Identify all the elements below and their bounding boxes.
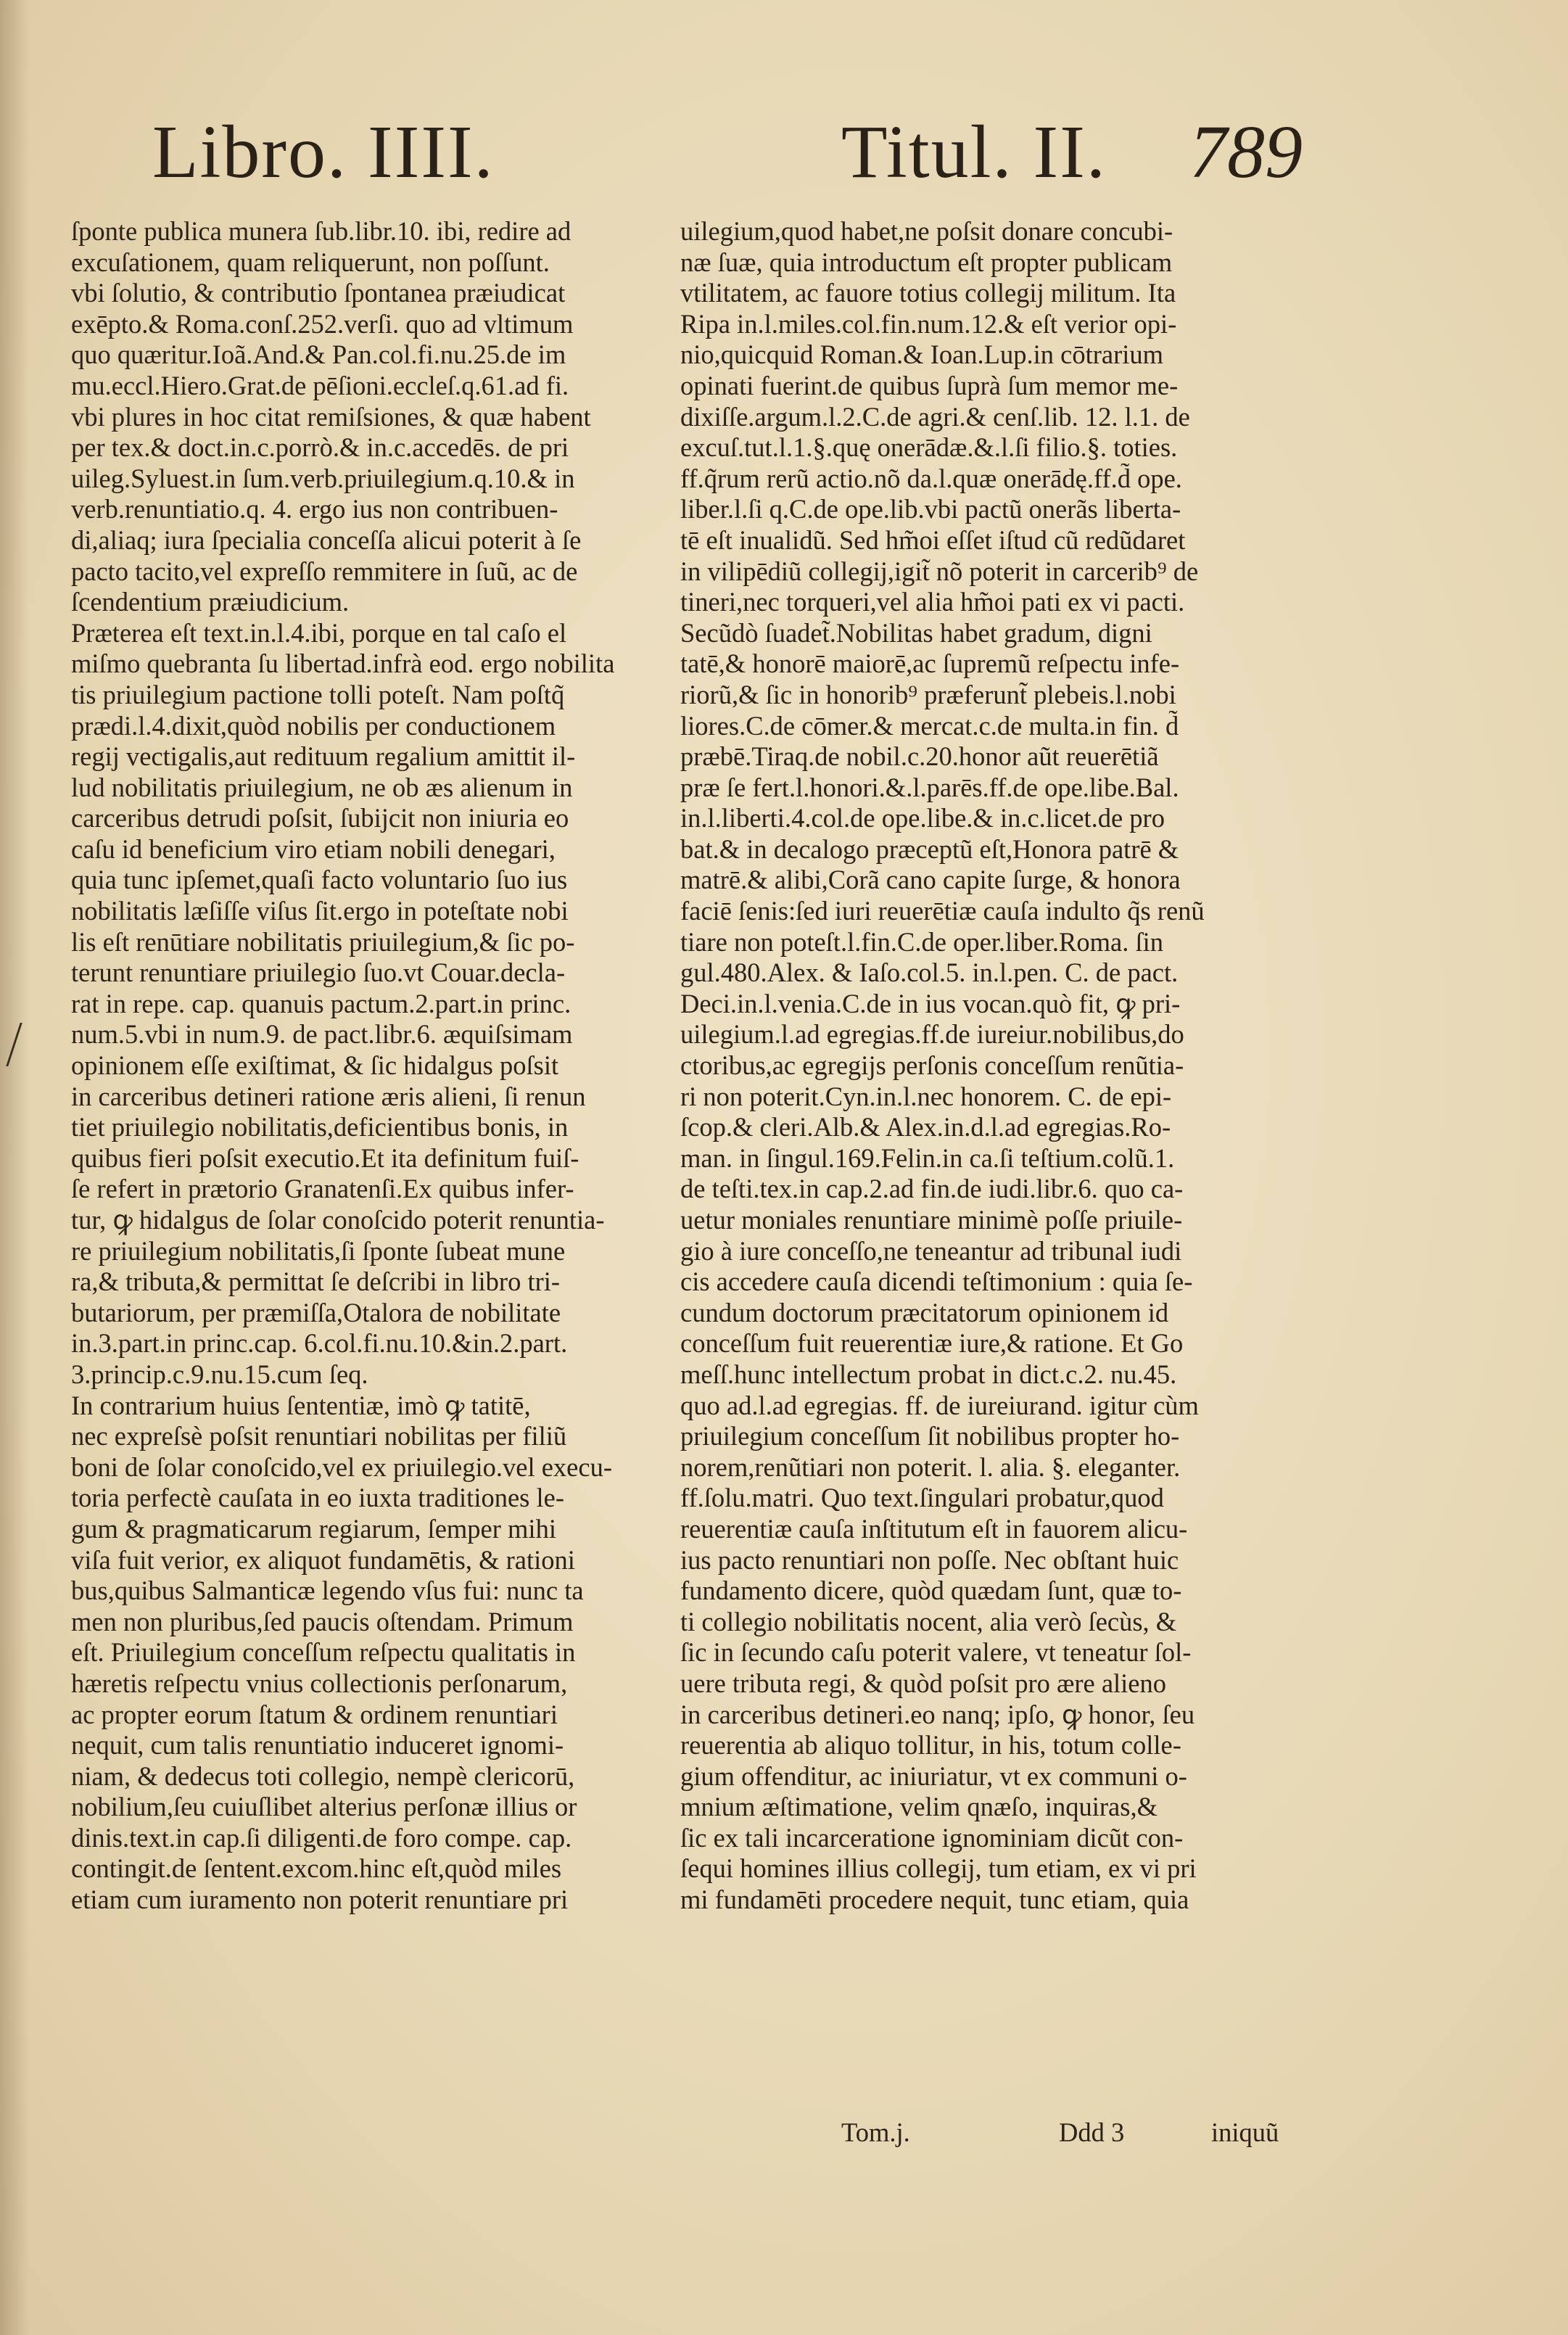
text-line: norem,renũtiari non poterit. l. alia. §. eleganter.	[680, 1451, 1181, 1482]
text-line: mnium æſtimatione, velim qnæſo, inquiras,&	[680, 1792, 1158, 1822]
running-head	[152, 109, 1292, 203]
text-line: num.5.vbi in num.9. de pact.libr.6. æquiſsimam	[71, 1019, 573, 1050]
text-line: uetur moniales renuntiare minimè poſſe priuile-	[680, 1205, 1183, 1235]
text-line: uileg.Syluest.in ſum.verb.priuilegium.q.10.& in	[71, 463, 575, 493]
text-line: gio à iure conceſſo,ne teneantur ad tribunal iudi	[680, 1235, 1182, 1266]
text-line: reuerentiæ cauſa inſtitutum eſt in fauorem alicu-	[680, 1513, 1188, 1544]
text-line: dinis.text.in cap.ſi diligenti.de foro compe. cap.	[71, 1822, 572, 1853]
text-line: hæretis reſpectu vnius collectionis perſonarum,	[71, 1668, 568, 1698]
text-line: quia tunc ipſemet,quaſi facto voluntario ſuo ius	[71, 865, 568, 895]
text-line: in vilipēdiũ collegij,igit̃ nõ poterit in carcerib⁹ de	[680, 556, 1199, 586]
text-line: verb.renuntiatio.q. 4. ergo ius non contribuen-	[71, 494, 558, 524]
text-line: vbi plures in hoc citat remiſsiones, & quæ habent	[71, 401, 591, 432]
text-line: vbi ſolutio, & contributio ſpontanea præiudicat	[71, 278, 566, 308]
text-line: cundum doctorum præcitatorum opinionem id	[680, 1297, 1169, 1327]
text-line: pacto tacito,vel expreſſo remmitere in ſuũ, ac de	[71, 556, 578, 586]
gutter-shadow	[0, 0, 29, 2335]
text-line: nobilitatis læſiſſe viſus ſit.ergo in poteſtate nobi	[71, 896, 569, 926]
text-line: terunt renuntiare priuilegio ſuo.vt Couar.decla-	[71, 958, 566, 988]
signature-mark: Ddd 3	[1059, 2117, 1125, 2147]
text-line: ctoribus,ac egregijs perſonis conceſſum renũtia-	[680, 1050, 1184, 1081]
text-line: carceribus detrudi poſsit, ſubijcit non iniuria eo	[71, 803, 569, 833]
text-line: re priuilegium nobilitatis,ſi ſponte ſubeat mune	[71, 1235, 566, 1266]
running-head-book: Libro. IIII.	[152, 110, 495, 194]
text-line: contingit.de ſentent.excom.hinc eſt,quòd miles	[71, 1853, 562, 1884]
text-line: gul.480.Alex. & Iaſo.col.5. in.l.pen. C. de pact.	[680, 958, 1179, 988]
text-line: excuſationem, quam reliquerunt, non poſſunt.	[71, 247, 550, 277]
text-line: Secũdò ſuadet̃.Nobilitas habet gradum, digni	[680, 617, 1152, 648]
text-line: liber.l.ſi q.C.de ope.lib.vbi pactũ onerãs liberta-	[680, 494, 1181, 524]
text-line: etiam cum iuramento non poterit renuntiare pri	[71, 1885, 569, 1915]
text-line: uilegium.l.ad egregias.ff.de iureiur.nobilibus,do	[680, 1019, 1184, 1050]
text-line: ſcendentium præiudicium.	[71, 587, 350, 617]
text-line: in carceribus detineri ratione æris alieni, ſi renun	[71, 1081, 586, 1111]
text-line: tis priuilegium pactione tolli poteſt. Nam poſtq̃	[71, 679, 565, 709]
text-line: uere tributa regi, & quòd poſsit pro ære alieno	[680, 1668, 1167, 1698]
text-line: gum & pragmaticarum regiarum, ſemper mihi	[71, 1513, 556, 1544]
text-line: priuilegium conceſſum ſit nobilibus propter ho-	[680, 1421, 1180, 1451]
text-line: mi fundamēti procedere nequit, tunc etiam, quia	[680, 1885, 1189, 1915]
text-line: lud nobilitatis priuilegium, ne ob æs alienum in	[71, 772, 573, 802]
text-line: gium offenditur, ac iniuriatur, vt ex communi o-	[680, 1760, 1187, 1791]
text-line: viſa fuit verior, ex aliquot fundamētis, & rationi	[71, 1544, 575, 1575]
text-line: 3.princip.c.9.nu.15.cum ſeq.	[71, 1359, 368, 1389]
text-line: fundamento dicere, quòd quædam ſunt, quæ to-	[680, 1576, 1182, 1606]
text-line: Ripa in.l.miles.col.fin.num.12.& eſt verior opi-	[680, 308, 1177, 339]
text-line: ius pacto renuntiari non poſſe. Nec obſtant huic	[680, 1544, 1179, 1575]
text-line: ra,& tributa,& permittat ſe deſcribi in libro tri-	[71, 1267, 561, 1297]
text-line: man. in ſingul.169.Felin.in ca.ſi teſtium.colũ.1.	[680, 1142, 1175, 1173]
text-line: de teſti.tex.in cap.2.ad fin.de iudi.libr.6. quo ca-	[680, 1174, 1184, 1204]
text-line: nec expreſsè poſsit renuntiari nobilitas per filiũ	[71, 1421, 567, 1451]
text-line: bat.& in decalogo præceptũ eſt,Honora patrē &	[680, 833, 1179, 864]
text-line: nequit, cum talis renuntiatio induceret ignomi-	[71, 1730, 564, 1760]
text-line: butariorum, per præmiſſa,Otalora de nobilitate	[71, 1297, 561, 1327]
text-line: mu.eccl.Hiero.Grat.de pēſioni.eccleſ.q.61.ad fi.	[71, 370, 569, 400]
text-line: vtilitatem, ac fauore totius collegij militum. Ita	[680, 278, 1176, 308]
text-line: ac propter eorum ſtatum & ordinem renuntiari	[71, 1699, 558, 1729]
text-line: faciē ſenis:ſed iuri reuerētiæ cauſa indulto q̃s renũ	[680, 896, 1205, 926]
text-line: præ ſe fert.l.honori.&.l.parēs.ff.de ope.libe.Bal.	[680, 772, 1179, 802]
text-line: dixiſſe.argum.l.2.C.de agri.& cenſ.lib. 12. l.1. de	[680, 401, 1190, 432]
text-line: ſequi homines illius collegij, tum etiam, ex vi pri	[680, 1853, 1197, 1884]
text-line: opinati fuerint.de quibus ſuprà ſum memor me-	[680, 370, 1179, 400]
text-line: ſe refert in prætorio Granatenſi.Ex quibus infer-	[71, 1174, 574, 1204]
folio-number: 789	[1189, 110, 1303, 194]
text-line: tē eſt inualidũ. Sed hm̃oi eſſet iſtud cũ redũdaret	[680, 524, 1186, 555]
text-line: per tex.& doct.in.c.porrò.& in.c.accedēs. de pri	[71, 432, 569, 463]
text-line: matrē.& alibi,Corã cano capite ſurge, & honora	[680, 865, 1181, 895]
text-line: tineri,nec torqueri,vel alia hm̃oi pati ex vi pacti.	[680, 587, 1185, 617]
text-line: quo ad.l.ad egregias. ff. de iureiurand. igitur cùm	[680, 1390, 1199, 1420]
text-line: opinionem eſſe exiſtimat, & ſic hidalgus poſsit	[71, 1050, 559, 1081]
catchline	[841, 2117, 1313, 2153]
text-line: toria perfectè cauſata in eo iuxta traditiones le-	[71, 1483, 564, 1513]
text-line: nobilium,ſeu cuiuſlibet alterius perſonæ illius or	[71, 1792, 577, 1822]
text-line: ſcop.& cleri.Alb.& Alex.in.d.l.ad egregias.Ro-	[680, 1112, 1171, 1142]
text-line: tiare non poteſt.l.fin.C.de oper.liber.Roma. ſin	[680, 926, 1164, 957]
left-column	[71, 216, 673, 1916]
text-line: bus,quibus Salmanticæ legendo vſus fui: nunc ta	[71, 1576, 584, 1606]
text-line: Deci.in.l.venia.C.de in ius vocan.quò fit, ꝙ pri-	[680, 988, 1181, 1018]
running-head-title: Titul. II.	[841, 110, 1107, 194]
text-line: lis eſt renūtiare nobilitatis priuilegium,& ſic po-	[71, 926, 575, 957]
text-line: ti collegio nobilitatis nocent, alia verò ſecùs, &	[680, 1606, 1177, 1636]
text-line: in.l.liberti.4.col.de ope.libe.& in.c.licet.de pro	[680, 803, 1165, 833]
text-line: tiet priuilegio nobilitatis,deficientibus bonis, in	[71, 1112, 569, 1142]
text-line: quo quæritur.Ioã.And.& Pan.col.fi.nu.25.de im	[71, 339, 566, 370]
text-line: regij vectigalis,aut redituum regalium amittit il-	[71, 741, 576, 772]
text-line: ff.q̃rum rerũ actio.nõ da.l.quæ onerādę.ff.d̃ ope.	[680, 463, 1182, 493]
text-line: ff.ſolu.matri. Quo text.ſingulari probatur,quod	[680, 1483, 1164, 1513]
text-line: rat in repe. cap. quanuis pactum.2.part.in princ.	[71, 988, 572, 1018]
text-line: tur, ꝙ hidalgus de ſolar conoſcido poterit renuntia-	[71, 1205, 605, 1235]
text-line: prædi.l.4.dixit,quòd nobilis per conductionem	[71, 710, 556, 741]
text-line: næ ſuæ, quia introductum eſt propter publicam	[680, 247, 1173, 277]
text-line: uilegium,quod habet,ne poſsit donare concubi-	[680, 216, 1173, 246]
text-line: ſic in ſecundo caſu poterit valere, vt teneatur ſol-	[680, 1637, 1192, 1668]
text-line: tatē,& honorē maiorē,ac ſupremũ reſpectu infe-	[680, 648, 1180, 679]
text-line: liores.C.de cōmer.& mercat.c.de multa.in fin. d̃	[680, 710, 1179, 741]
text-line: riorũ,& ſic in honorib⁹ præferunt̃ plebeis.l.nobi	[680, 679, 1176, 709]
text-line: quibus fieri poſsit executio.Et ita definitum fuiſ-	[71, 1142, 579, 1173]
text-line: ri non poterit.Cyn.in.l.nec honorem. C. de epi-	[680, 1081, 1172, 1111]
text-line: miſmo quebranta ſu libertad.infrà eod. ergo nobilita	[71, 648, 615, 679]
text-line: niam, & dedecus toti collegio, nempè clericorū,	[71, 1760, 575, 1791]
text-line: caſu id beneficium viro etiam nobili denegari,	[71, 833, 556, 864]
text-line: præbē.Tiraq.de nobil.c.20.honor aũt reuerētiã	[680, 741, 1159, 772]
text-line: conceſſum fuit reuerentiæ iure,& ratione. Et Go	[680, 1328, 1184, 1359]
text-line: di,aliaq; iura ſpecialia conceſſa alicui poterit à ſe	[71, 524, 582, 555]
text-line: meſſ.hunc intellectum probat in dict.c.2. nu.45.	[680, 1359, 1177, 1389]
text-line: eſt. Priuilegium conceſſum reſpectu qualitatis in	[71, 1637, 576, 1668]
right-column	[680, 216, 1282, 1916]
catchword: iniquũ	[1211, 2117, 1279, 2147]
text-line: nio,quicquid Roman.& Ioan.Lup.in cōtrarium	[680, 339, 1164, 370]
text-line: reuerentia ab aliquo tollitur, in his, totum colle-	[680, 1730, 1181, 1760]
text-line: cis accedere cauſa dicendi teſtimonium : quia ſe-	[680, 1267, 1193, 1297]
text-line: excuſ.tut.l.1.§.quę onerādæ.&.l.ſi filio.§. toties.	[680, 432, 1178, 463]
text-line: In contrarium huius ſententiæ, imò ꝙ tatitē,	[71, 1390, 531, 1420]
text-line: in carceribus detineri.eo nanq; ipſo, ꝙ honor, ſeu	[680, 1699, 1195, 1729]
text-line: boni de ſolar conoſcido,vel ex priuilegio.vel execu-	[71, 1451, 612, 1482]
volume-mark: Tom.j.	[841, 2117, 910, 2147]
text-line: Præterea eſt text.in.l.4.ibi, porque en tal caſo el	[71, 617, 567, 648]
text-line: ſponte publica munera ſub.libr.10. ibi, redire ad	[71, 216, 572, 246]
text-line: exēpto.& Roma.conſ.252.verſi. quo ad vltimum	[71, 308, 574, 339]
text-line: in.3.part.in princ.cap. 6.col.fi.nu.10.&in.2.part.	[71, 1328, 568, 1359]
text-line: men non pluribus,ſed paucis oſtendam. Primum	[71, 1606, 574, 1636]
text-line: ſic ex tali incarceratione ignominiam dicũt con-	[680, 1822, 1184, 1853]
